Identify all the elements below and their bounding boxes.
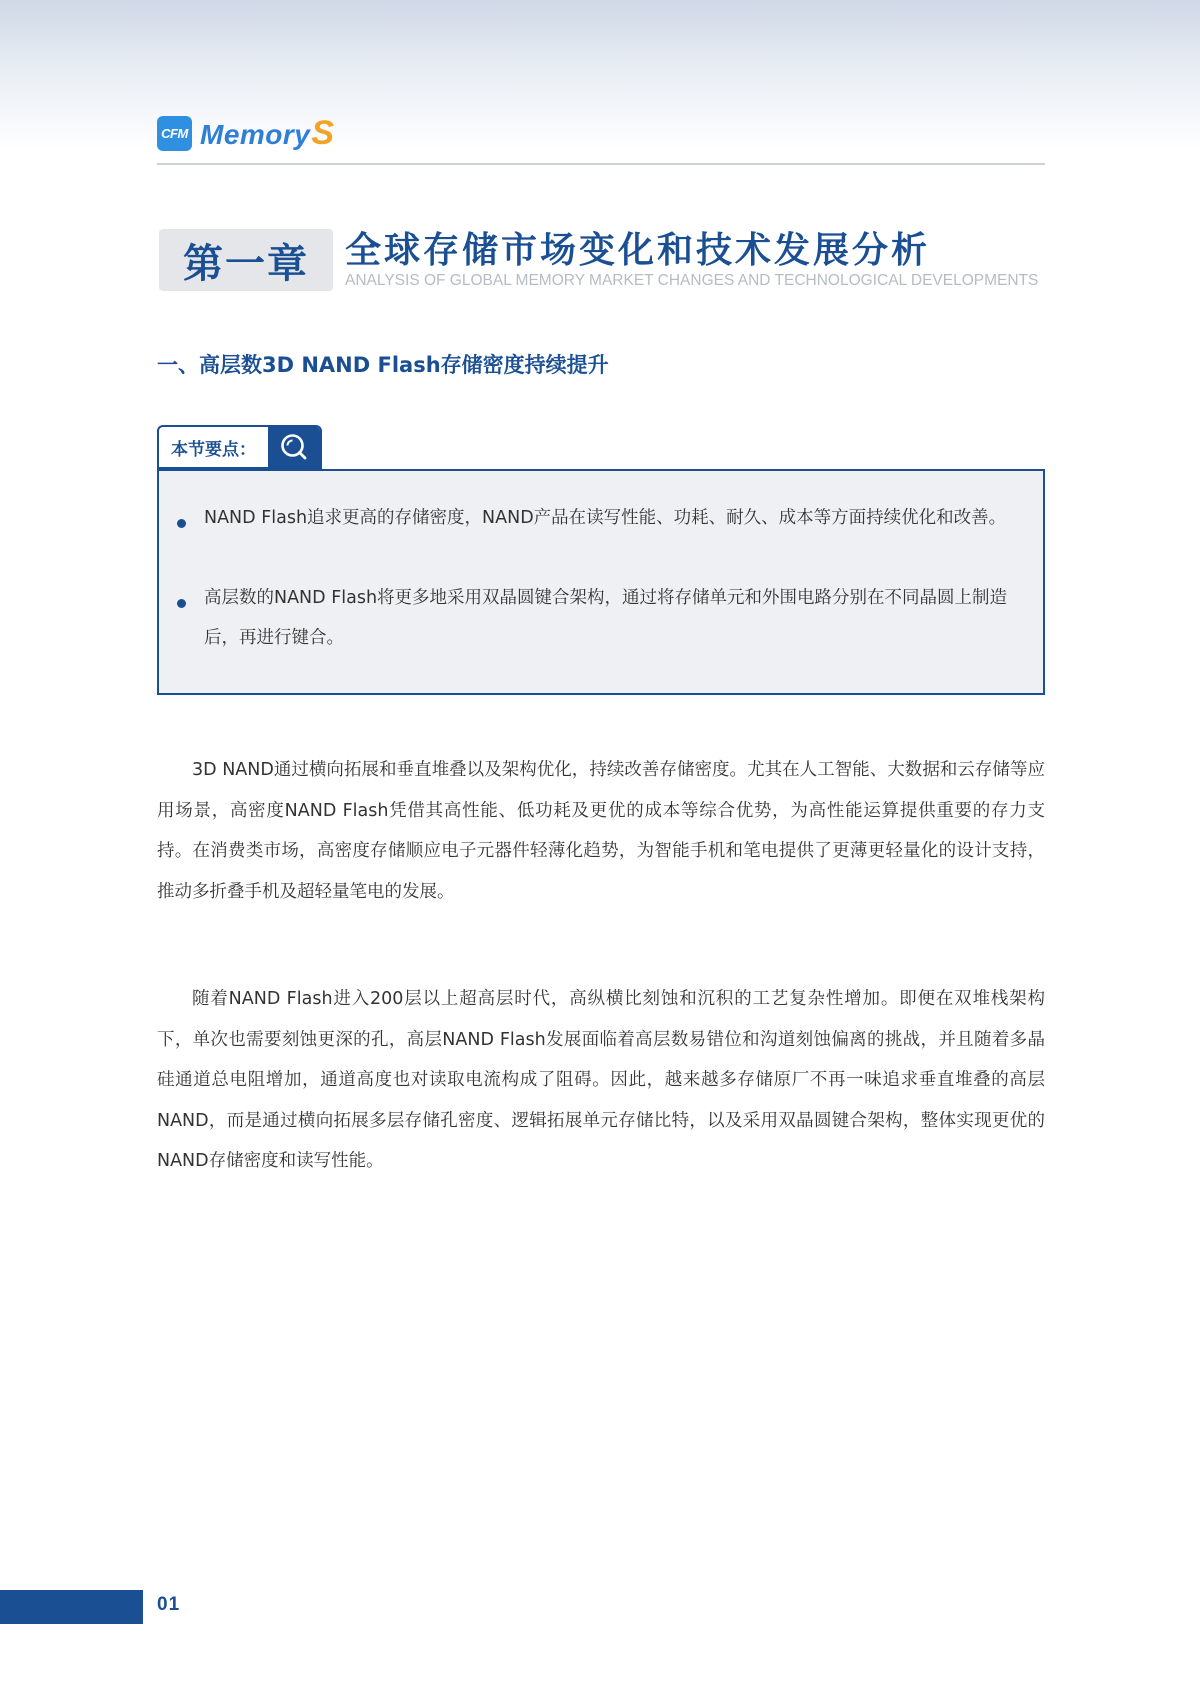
search-icon-graphic bbox=[278, 431, 310, 463]
key-points-tab bbox=[157, 425, 322, 469]
logo-badge: CFM bbox=[157, 116, 192, 151]
bullet-dot bbox=[177, 599, 186, 608]
logo-text-memory: Memory bbox=[200, 119, 311, 150]
key-point-item: NAND Flash追求更高的存储密度，NAND产品在读写性能、功耗、耐久、成本等方面持续优化和改善。 bbox=[204, 508, 1007, 528]
logo-text bbox=[200, 114, 335, 153]
header-divider bbox=[157, 163, 1045, 165]
key-points-box bbox=[157, 469, 1045, 695]
page-number: 01 bbox=[157, 1594, 181, 1615]
key-points-label: 本节要点： bbox=[171, 439, 256, 460]
logo-text-s: S bbox=[311, 114, 335, 152]
chapter-label: 第一章 bbox=[159, 229, 333, 291]
chapter-subtitle: ANALYSIS OF GLOBAL MEMORY MARKET CHANGES AND TECHNOLOGICAL DEVELOPMENTS bbox=[345, 272, 1039, 289]
chapter-title: 全球存储市场变化和技术发展分析 bbox=[345, 230, 931, 271]
section-heading: 一、高层数3D NAND Flash存储密度持续提升 bbox=[157, 353, 609, 377]
cfm-memorys-logo bbox=[157, 114, 335, 153]
body-paragraph-1: 3D NAND通过横向拓展和垂直堆叠以及架构优化，持续改善存储密度。尤其在人工智能、大数据和云存储等应用场景，高密度NAND Flash凭借其高性能、低功耗及更优的成本等综合优势，为高性能运算提供重要的存力支持。在消费类市场，高密度存储顺应电子元器件轻薄化趋势，为智能手机和笔电提供了更薄更轻量化的设计支持，推动多折叠手机及超轻量笔电的发展。 bbox=[157, 760, 1045, 902]
search-icon bbox=[268, 427, 320, 467]
footer-bar bbox=[0, 1590, 143, 1624]
key-point-item: 高层数的NAND Flash将更多地采用双晶圆键合架构，通过将存储单元和外围电路分别在不同晶圆上制造后，再进行键合。 bbox=[204, 588, 1008, 648]
body-paragraph-2: 随着NAND Flash进入200层以上超高层时代，高纵横比刻蚀和沉积的工艺复杂性增加。即便在双堆栈架构下，单次也需要刻蚀更深的孔，高层NAND Flash发展面临着高层数易错位和沟道刻蚀偏离的挑战，并且随着多晶硅通道总电阻增加，通道高度也对读取电流构成了阻碍。因此，越来越多存储原厂不再一味追求垂直堆叠的高层NAND，而是通过横向拓展多层存储孔密度、逻辑拓展单元存储比特，以及采用双晶圆键合架构，整体实现更优的NAND存储密度和读写性能。 bbox=[157, 989, 1045, 1171]
bullet-dot bbox=[177, 519, 186, 528]
